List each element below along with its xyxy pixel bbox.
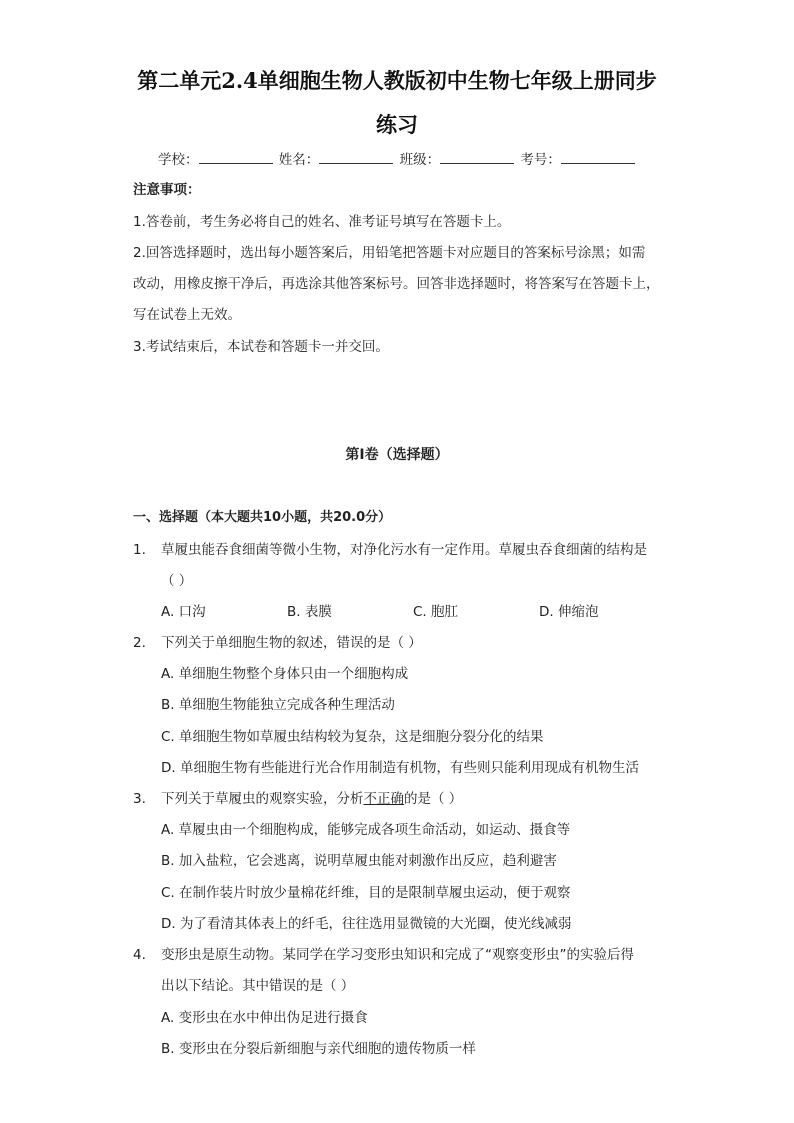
part-heading: 一、选择题（本大题共10小题，共20.0分）: [133, 510, 392, 525]
exam-number-blank[interactable]: [561, 149, 635, 164]
section-title: 第I卷（选择题）: [345, 447, 449, 463]
question-4-stem-line1: 变形虫是原生动物。某同学在学习变形虫知识和完成了“观察变形虫”的实验后得: [161, 947, 634, 963]
name-label: 姓名：: [278, 152, 320, 168]
question-3-option-c[interactable]: C. 在制作装片时放少量棉花纤维，目的是限制草履虫运动，便于观察: [161, 885, 571, 901]
notice-item-2-line3: 写在试卷上无效。: [133, 307, 241, 323]
question-3-stem-underlined: 不正确: [363, 791, 404, 807]
exam-number-label: 考号：: [520, 152, 561, 168]
question-3-stem-pre: 下列关于草履虫的观察实验，分析: [161, 791, 364, 807]
question-2-option-b[interactable]: B. 单细胞生物能独立完成各种生理活动: [161, 697, 395, 713]
notice-item-1: 1.答卷前，考生务必将自己的姓名、准考证号填写在答题卡上。: [133, 214, 511, 230]
document-title-line2: 练习: [376, 112, 418, 137]
question-1-option-a[interactable]: A. 口沟: [161, 604, 206, 620]
question-1-option-c[interactable]: C. 胞肛: [413, 604, 459, 620]
question-2-number: 2.: [133, 635, 146, 651]
school-label: 学校：: [158, 152, 199, 168]
question-1-option-b[interactable]: B. 表膜: [287, 604, 332, 620]
question-3-option-b[interactable]: B. 加入盐粒，它会逃离，说明草履虫能对刺激作出反应，趋利避害: [161, 853, 557, 869]
class-blank[interactable]: [440, 149, 514, 164]
question-1-stem-line1: 草履虫能吞食细菌等微小生物，对净化污水有一定作用。草履虫吞食细菌的结构是: [161, 542, 647, 558]
notice-item-3: 3.考试结束后，本试卷和答题卡一并交回。: [133, 339, 389, 355]
question-4-number: 4.: [133, 947, 146, 963]
question-4-option-b[interactable]: B. 变形虫在分裂后新细胞与亲代细胞的遗传物质一样: [161, 1041, 476, 1057]
student-info-row: [158, 148, 637, 168]
question-1-number: 1.: [133, 542, 146, 558]
name-blank[interactable]: [319, 149, 393, 164]
class-label: 班级：: [399, 152, 441, 168]
question-2-stem: 下列关于单细胞生物的叙述，错误的是（ ）: [161, 635, 422, 651]
question-4-stem-line2: 出以下结论。其中错误的是（ ）: [161, 978, 355, 994]
notice-item-2-line2: 改动，用橡皮擦干净后，再选涂其他答案标号。回答非选择题时，将答案写在答题卡上，: [133, 276, 660, 292]
question-1-option-d[interactable]: D. 伸缩泡: [539, 604, 599, 620]
question-1-stem-line2: （ ）: [161, 573, 193, 589]
question-2-option-d[interactable]: D. 单细胞生物有些能进行光合作用制造有机物，有些则只能利用现成有机物生活: [161, 760, 639, 776]
notice-item-2-line1: 2.回答选择题时，选出每小题答案后，用铅笔把答题卡对应题目的答案标号涂黑；如需: [133, 245, 646, 261]
question-2-option-c[interactable]: C. 单细胞生物如草履虫结构较为复杂，这是细胞分裂分化的结果: [161, 729, 544, 745]
school-blank[interactable]: [199, 149, 273, 164]
question-3-number: 3.: [133, 791, 146, 807]
question-3-stem: [161, 789, 462, 809]
question-4-option-a[interactable]: A. 变形虫在水中伸出伪足进行摄食: [161, 1010, 368, 1026]
question-3-stem-post: 的是（ ）: [404, 791, 463, 807]
question-3-option-a[interactable]: A. 草履虫由一个细胞构成，能够完成各项生命活动，如运动、摄食等: [161, 822, 571, 838]
notice-heading: 注意事项：: [133, 182, 201, 198]
document-title-line1: 第二单元2.4单细胞生物人教版初中生物七年级上册同步: [137, 68, 657, 93]
question-3-option-d[interactable]: D. 为了看清其体表上的纤毛，往往选用显微镜的大光圈，使光线减弱: [161, 916, 572, 932]
question-2-option-a[interactable]: A. 单细胞生物整个身体只由一个细胞构成: [161, 666, 409, 682]
